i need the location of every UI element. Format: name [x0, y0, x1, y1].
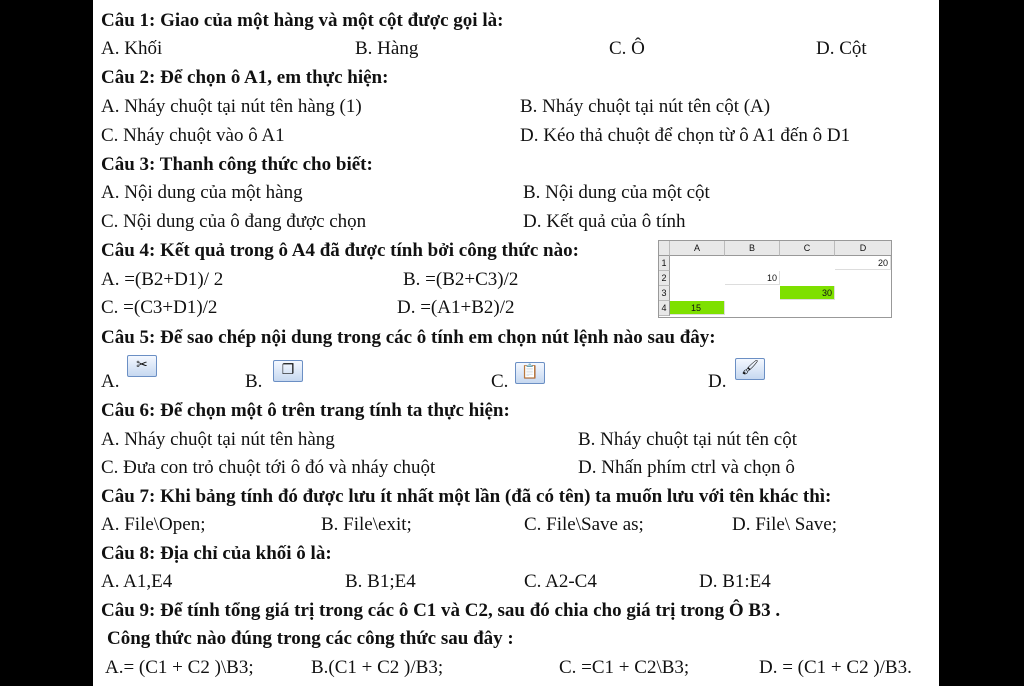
question-5: Câu 5: Để sao chép nội dung trong các ô tính em chọn nút lệnh nào sau đây: — [101, 327, 716, 348]
row-header-2: 2 — [659, 271, 670, 286]
q2-option-c: C. Nháy chuột vào ô A1 — [101, 125, 285, 146]
row-header-3: 3 — [659, 286, 670, 301]
q1-option-c: C. Ô — [609, 38, 645, 59]
q6-option-a: A. Nháy chuột tại nút tên hàng — [101, 429, 335, 450]
q9-option-b: B.(C1 + C2 )/B3; — [311, 657, 444, 678]
paste-icon: 📋 — [515, 362, 545, 384]
col-header-d: D — [835, 241, 891, 256]
cell-b2: 10 — [725, 271, 780, 285]
q8-option-b: B. B1;E4 — [345, 571, 416, 592]
q7-option-d: D. File\ Save; — [732, 514, 838, 535]
q7-option-c: C. File\Save as; — [524, 514, 644, 535]
q3-option-b: B. Nội dung của một cột — [523, 182, 710, 203]
spreadsheet-snippet — [658, 240, 892, 318]
q7-option-b: B. File\exit; — [321, 514, 412, 535]
q3-option-d: D. Kết quả của ô tính — [523, 211, 686, 232]
q8-option-a: A. A1,E4 — [101, 571, 173, 592]
q6-option-d: D. Nhấn phím ctrl và chọn ô — [578, 457, 795, 478]
question-9-subtext: Công thức nào đúng trong các công thức sau đây : — [107, 628, 514, 649]
row-header-1: 1 — [659, 256, 670, 271]
q2-option-d: D. Kéo thả chuột để chọn từ ô A1 đến ô D1 — [520, 125, 851, 146]
q7-option-a: A. File\Open; — [101, 514, 206, 535]
q2-option-a: A. Nháy chuột tại nút tên hàng (1) — [101, 96, 362, 117]
question-6: Câu 6: Để chọn một ô trên trang tính ta thực hiện: — [101, 400, 510, 421]
q3-option-a: A. Nội dung của một hàng — [101, 182, 303, 203]
q1-option-a: A. Khối — [101, 38, 163, 59]
format-painter-icon: 🖌 — [735, 358, 765, 380]
question-2: Câu 2: Để chọn ô A1, em thực hiện: — [101, 67, 389, 88]
col-header-a: A — [670, 241, 725, 256]
col-header-b: B — [725, 241, 780, 256]
q6-option-c: C. Đưa con trỏ chuột tới ô đó và nháy chuột — [101, 457, 436, 478]
q5-option-d: D. — [708, 371, 727, 392]
copy-icon: ❐ — [273, 360, 303, 382]
q2-option-b: B. Nháy chuột tại nút tên cột (A) — [520, 96, 771, 117]
q8-option-c: C. A2-C4 — [524, 571, 597, 592]
q1-option-d: D. Cột — [816, 38, 867, 59]
q4-option-a: A. =(B2+D1)/ 2 — [101, 269, 224, 290]
q4-option-c: C. =(C3+D1)/2 — [101, 297, 218, 318]
question-8: Câu 8: Địa chỉ của khối ô là: — [101, 543, 332, 564]
q4-option-b: B. =(B2+C3)/2 — [403, 269, 519, 290]
q9-option-d: D. = (C1 + C2 )/B3. — [759, 657, 912, 678]
col-header-c: C — [780, 241, 835, 256]
corner-cell — [659, 241, 670, 256]
cell-d1: 20 — [835, 256, 891, 270]
worksheet-page — [93, 0, 939, 686]
question-3: Câu 3: Thanh công thức cho biết: — [101, 154, 373, 175]
question-7: Câu 7: Khi bảng tính đó được lưu ít nhất một lần (đã có tên) ta muốn lưu với tên khác thì: — [101, 486, 832, 507]
q3-option-c: C. Nội dung của ô đang được chọn — [101, 211, 367, 232]
question-1: Câu 1: Giao của một hàng và một cột được gọi là: — [101, 10, 504, 31]
q4-option-d: D. =(A1+B2)/2 — [397, 297, 515, 318]
question-4: Câu 4: Kết quả trong ô A4 đã được tính bởi công thức nào: — [101, 240, 579, 261]
q8-option-d: D. B1:E4 — [699, 571, 771, 592]
q6-option-b: B. Nháy chuột tại nút tên cột — [578, 429, 797, 450]
q5-option-a: A. — [101, 371, 120, 392]
q1-option-b: B. Hàng — [355, 38, 419, 59]
cut-icon: ✂ — [127, 355, 157, 377]
cell-a4: 15 — [670, 301, 725, 315]
question-9: Câu 9: Để tính tổng giá trị trong các ô C1 và C2, sau đó chia cho giá trị trong Ô B3 . — [101, 600, 781, 621]
q5-option-b: B. — [245, 371, 263, 392]
cell-c3: 30 — [780, 286, 835, 300]
q9-option-c: C. =C1 + C2\B3; — [559, 657, 690, 678]
q9-option-a: A.= (C1 + C2 )\B3; — [105, 657, 254, 678]
q5-option-c: C. — [491, 371, 509, 392]
row-header-4: 4 — [659, 301, 670, 316]
